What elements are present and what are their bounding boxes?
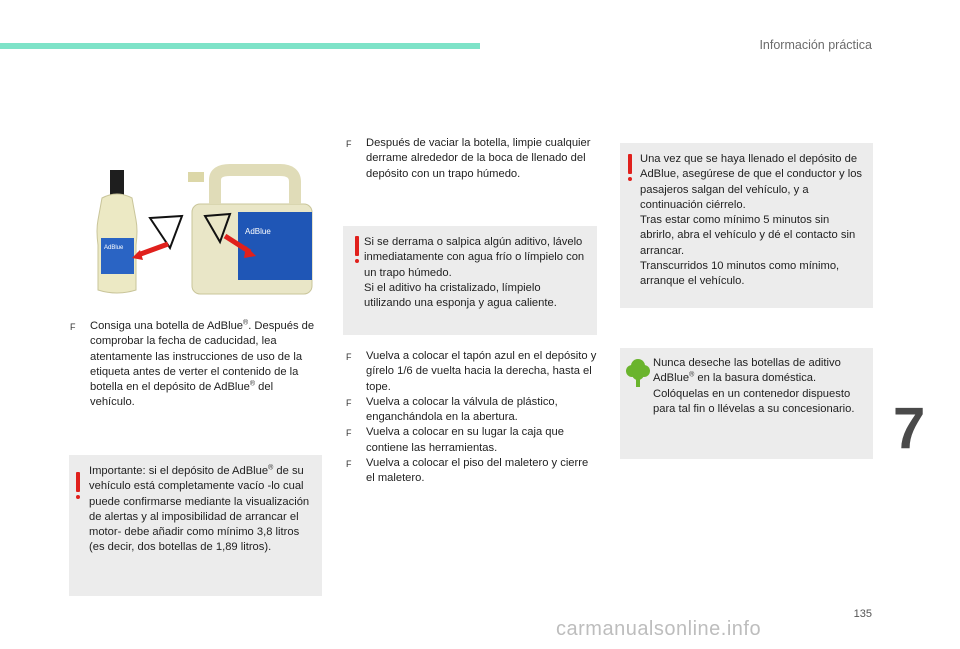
bullet-marker: F — [70, 322, 76, 332]
middle-top-bullet — [346, 136, 598, 182]
warning-icon — [76, 472, 80, 492]
watermark: carmanualsonline.info — [556, 618, 762, 640]
warning-text-2: Tras estar como mínimo 5 minutos sin abrirlo, abra el vehículo y dé el contacto sin arrancar. — [640, 214, 856, 257]
bullet-text: Después de vaciar la botella, limpie cualquier derrame alrededor de la boca de llenado del depósito con un trapo húmedo. — [366, 137, 591, 180]
left-warning-box — [69, 455, 322, 596]
header-accent-bar — [0, 43, 480, 49]
warning-text-1: Si se derrama o salpica algún aditivo, lávelo inmediatamente con agua frío o límpielo con un trapo húmedo. — [364, 236, 585, 279]
warning-icon — [628, 154, 632, 174]
chapter-number: 7 — [893, 396, 926, 461]
bottle-label: AdBlue — [104, 245, 124, 251]
bullet-text: Consiga una botella de AdBlue — [90, 320, 244, 332]
right-warning-box — [620, 143, 873, 308]
warning-text-2: Si el aditivo ha cristalizado, límpielo utilizando una esponja y agua caliente. — [364, 281, 557, 310]
warning-text: Importante: si el depósito de AdBlue® de su vehículo está completamente vacío -lo cual puede confirmarse mediante la visualización de alertas y al imposibilidad de arrancar el motor- debe añadir como mínimo 3,8 litros (es decir, dos botellas de 1,89 litros). — [89, 464, 310, 554]
bullet-marker: F — [346, 139, 352, 149]
step-item: F Vuelva a colocar en su lugar la caja que contiene las herramientas. — [346, 426, 564, 454]
canister-label: AdBlue — [245, 227, 271, 236]
page-number: 135 — [853, 608, 872, 620]
step-item: F Vuelva a colocar la válvula de plástico, enganchándola en la abertura. — [346, 395, 558, 424]
warning-icon — [355, 236, 359, 256]
middle-warning-box — [343, 226, 597, 335]
tree-icon — [626, 358, 650, 388]
warning-text-1: Una vez que se haya llenado el depósito de AdBlue, asegúrese de que el conductor y los pasajeros salgan del vehículo, y a continuación ciérrelo. — [640, 153, 863, 211]
adblue-refill-illustration — [80, 160, 330, 300]
step-item: F Vuelva a colocar el piso del maletero y cierre el maletero. — [346, 457, 589, 485]
eco-text: Nunca deseche las botellas de aditivo AdBlue® en la basura doméstica. Colóquelas en un contenedor dispuesto para tal fin o llévelas a su concesionario. — [653, 357, 855, 415]
section-title: Información práctica — [759, 38, 872, 52]
right-eco-box — [620, 348, 873, 459]
middle-steps — [346, 349, 598, 487]
left-bullet: F Consiga una botella de AdBlue®. Después de comprobar la fecha de caducidad, lea atentamente las instrucciones de uso de la etiqueta antes de verter el contenido de la botella en el depósito de AdBlue® del vehículo. — [70, 319, 320, 411]
warning-text-3: Transcurridos 10 minutos como mínimo, arranque el vehículo. — [640, 260, 840, 288]
step-item: F Vuelva a colocar el tapón azul en el depósito y gírelo 1/6 de vuelta hacia la derecha, hasta el tope. — [346, 350, 597, 393]
